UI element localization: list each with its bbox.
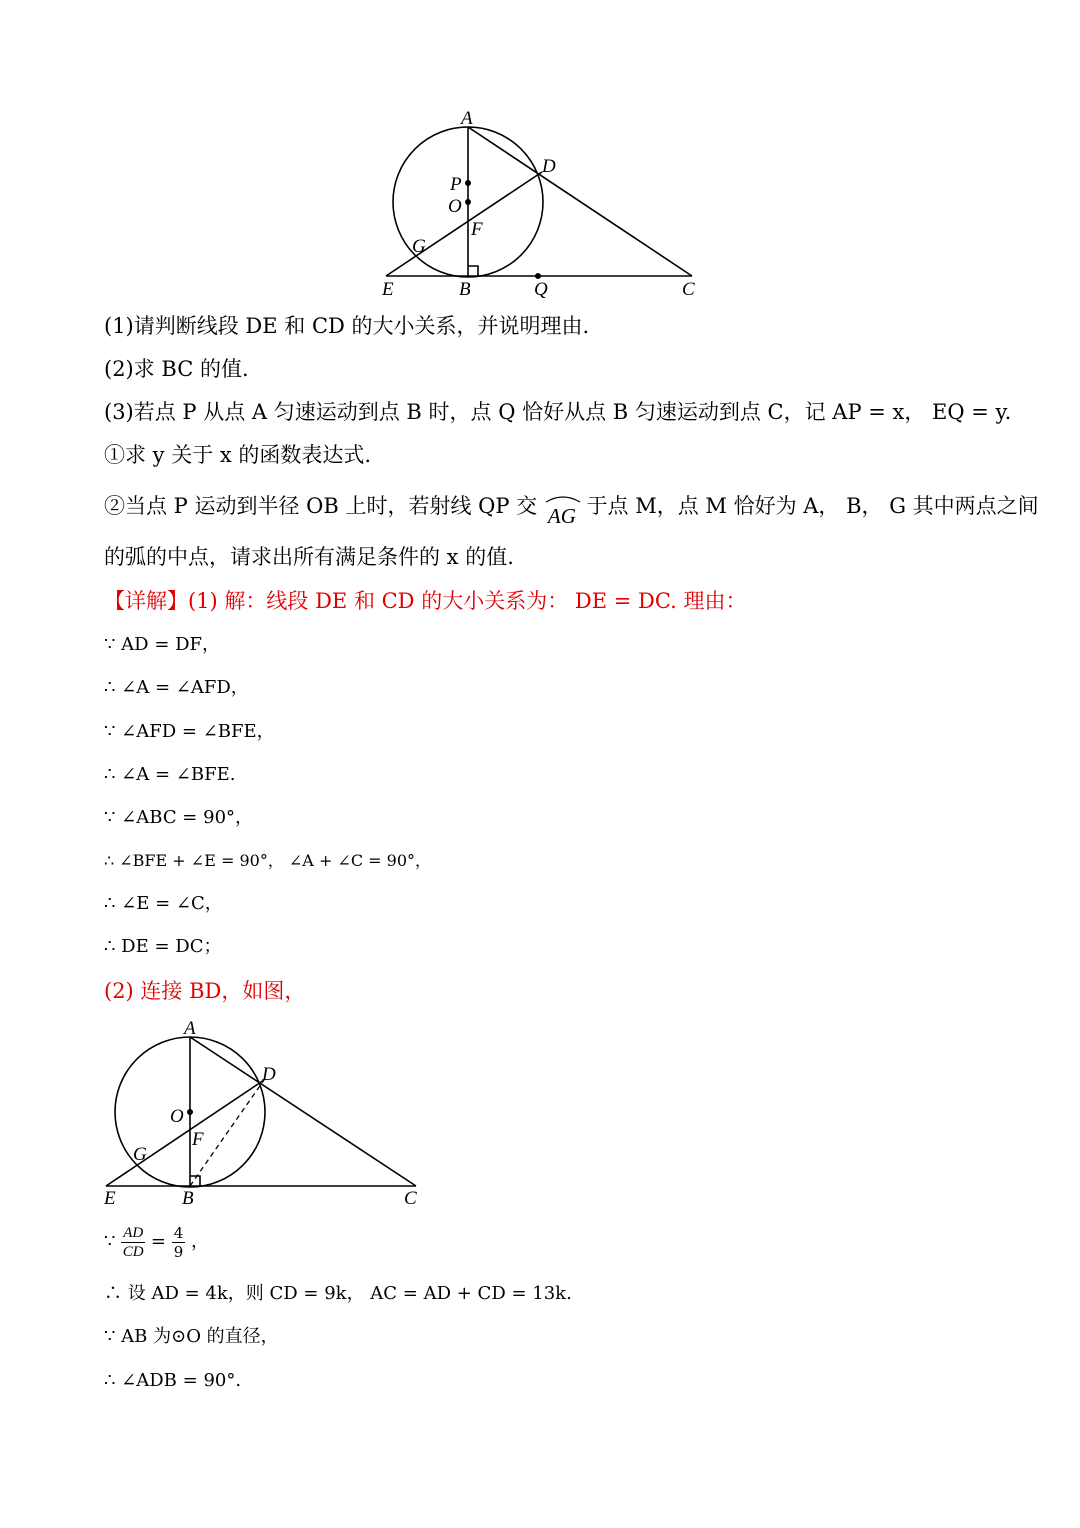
arc-ag-label: AG [547, 504, 576, 528]
label-q: Q [534, 279, 548, 300]
fraction-value-numerator: 4 [173, 1223, 184, 1242]
segment-ac-2 [190, 1037, 416, 1186]
ratio-equals: = [150, 1231, 167, 1252]
point-o [465, 199, 471, 205]
solution-step-7: ∴ ∠E = ∠C， [104, 893, 223, 914]
solution-part-2: (2) 连接 BD，如图， [104, 979, 306, 1003]
segment-ed-2 [106, 1080, 264, 1186]
label-b: B [459, 279, 471, 300]
fraction-numerator: AD [123, 1224, 144, 1241]
solution-header: 【详解】(1) 解：线段 DE 和 CD 的大小关系为： DE = DC. 理由： [104, 589, 747, 613]
question-3: (3)若点 P 从点 A 匀速运动到点 B 时，点 Q 恰好从点 B 匀速运动到点 C，记 AP = x， EQ = y. [104, 400, 1012, 424]
ratio-because: ∵ [104, 1231, 116, 1252]
point-p [465, 180, 471, 186]
arc-symbol-icon [544, 492, 582, 504]
figure-2-diagram [96, 1012, 426, 1212]
fraction-value-denominator: 9 [173, 1242, 184, 1261]
segment-ac [468, 127, 692, 276]
arc-ag [544, 502, 580, 530]
solution-step-11: ∴ ∠ADB = 90°. [104, 1370, 242, 1391]
solution-step-8: ∴ DE = DC； [104, 936, 222, 957]
solution-step-6: ∴ ∠BFE + ∠E = 90°， ∠A + ∠C = 90°， [104, 851, 432, 870]
solution-step-2: ∴ ∠A = ∠AFD， [104, 677, 249, 698]
point-o-2 [187, 1109, 193, 1115]
label-e: E [382, 279, 394, 300]
question-3-sub-2-text-a: ②当点 P 运动到半径 OB 上时，若射线 QP 交 [104, 494, 538, 518]
label-f-2: F [192, 1129, 204, 1150]
solution-ratio [104, 1222, 209, 1262]
solution-step-9: ∴ 设 AD = 4k，则 CD = 9k， AC = AD + CD = 13k. [104, 1283, 572, 1304]
label-p: P [450, 174, 462, 195]
label-c-2: C [404, 1188, 417, 1209]
fraction-denominator: CD [122, 1243, 144, 1260]
fraction-4-9 [172, 1224, 186, 1261]
question-3-sub-2-text-b: 于点 M，点 M 恰好为 A， B， G 其中两点之间 [586, 494, 1039, 518]
question-3-sub-2 [104, 492, 1039, 530]
label-f: F [471, 219, 483, 240]
question-2: (2)求 BC 的值. [104, 357, 249, 381]
segment-ed [386, 172, 542, 276]
label-c: C [682, 279, 695, 300]
label-a-2: A [184, 1018, 196, 1039]
question-3-sub-2-cont: 的弧的中点，请求出所有满足条件的 x 的值. [104, 545, 514, 569]
label-o: O [448, 196, 462, 217]
label-g-2: G [133, 1144, 147, 1165]
solution-step-5: ∵ ∠ABC = 90°， [104, 807, 254, 828]
label-d-2: D [262, 1064, 276, 1085]
solution-step-10: ∵ AB 为⊙O 的直径， [104, 1326, 279, 1347]
label-d: D [542, 156, 556, 177]
label-g: G [412, 236, 426, 257]
fraction-ad-cd [121, 1224, 145, 1261]
right-angle-mark [468, 266, 478, 276]
solution-step-1: ∵ AD = DF， [104, 634, 221, 655]
label-o-2: O [170, 1106, 184, 1127]
solution-step-4: ∴ ∠A = ∠BFE. [104, 764, 236, 785]
label-e-2: E [104, 1188, 116, 1209]
ratio-comma: ， [191, 1231, 210, 1252]
label-b-2: B [182, 1188, 194, 1209]
question-1: (1)请判断线段 DE 和 CD 的大小关系，并说明理由. [104, 314, 590, 338]
question-3-sub-1: ①求 y 关于 x 的函数表达式. [104, 443, 372, 467]
solution-step-3: ∵ ∠AFD = ∠BFE， [104, 721, 275, 742]
label-a: A [461, 108, 473, 129]
figure-1-diagram [370, 100, 710, 305]
